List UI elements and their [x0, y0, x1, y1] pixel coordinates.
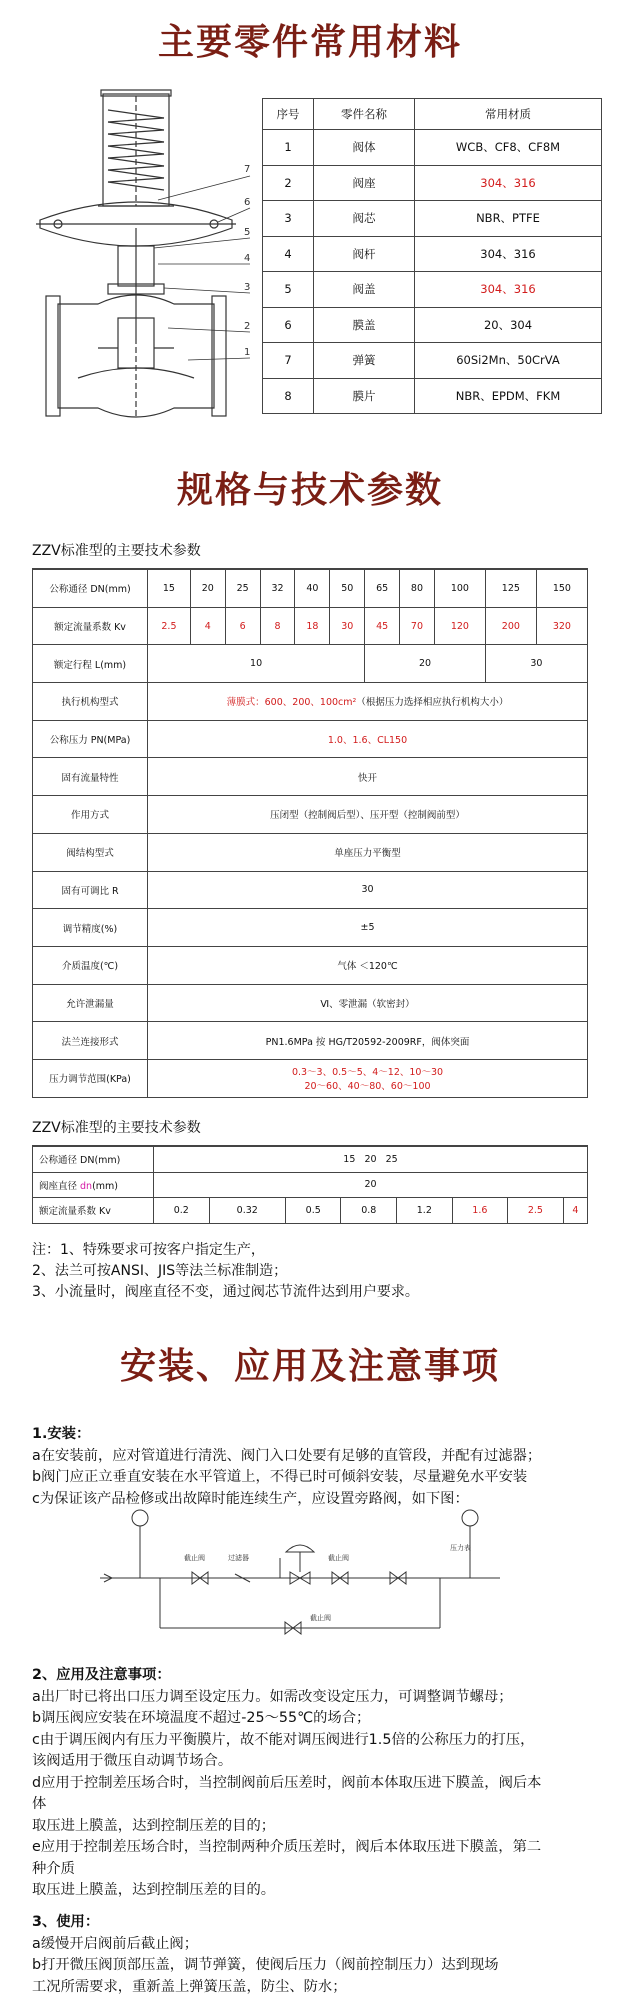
spec-table-1-heading: ZZV标准型的主要技术参数: [32, 543, 201, 559]
kv2-cell: 0.2: [154, 1198, 210, 1224]
install-section-title: 安装、应用及注意事项: [119, 1346, 500, 1387]
dn-cell: 50: [330, 569, 365, 607]
callout-6: 6: [244, 197, 251, 208]
material-material-cell: 20、304: [415, 307, 602, 343]
application-line: 体: [32, 1796, 47, 1812]
material-name-cell: 阀体: [314, 130, 415, 166]
stroke-label: 额定行程 L(mm): [33, 645, 148, 683]
flow-char-row: [33, 758, 588, 796]
material-no-cell: 8: [263, 378, 314, 414]
material-name-cell: 膜片: [314, 378, 415, 414]
accuracy-label: 调节精度(%): [33, 909, 148, 947]
material-material-cell: 304、316: [415, 236, 602, 272]
callout-5: 5: [244, 227, 251, 238]
note-line: 3、小流量时，阀座直径不变，通过阀芯节流件达到用户要求。: [32, 1284, 419, 1300]
application-line: b调压阀应安装在环境温度不超过-25～55℃的场合；: [32, 1710, 371, 1726]
spec-table-2: [32, 1145, 588, 1224]
dn-row: [33, 569, 588, 607]
kv2-cell: 1.6: [452, 1198, 508, 1224]
temp-cell: 气体 ＜120℃: [148, 946, 588, 984]
range-row: [33, 1059, 588, 1097]
note-line: 2、法兰可按ANSI、JIS等法兰标准制造；: [32, 1263, 288, 1279]
kv2-label: 额定流量系数 Kv: [33, 1198, 154, 1224]
application-line: 该阀适用于微压自动调节场合。: [32, 1753, 233, 1769]
callout-2: 2: [244, 321, 251, 332]
seat-label-text: 阀座直径: [39, 1180, 81, 1192]
pn-label: 公称压力 PN(MPa): [33, 720, 148, 758]
material-name-cell: 膜盖: [314, 307, 415, 343]
application-line: d应用于控制差压场合时，当控制阀前后压差时，阀前本体取压进下膜盖，阀后本: [32, 1774, 542, 1791]
dn-cell: 65: [365, 569, 400, 607]
install-line: b阀门应正立垂直安装在水平管道上，不得已时可倾斜安装，尽量避免水平安装: [32, 1469, 528, 1485]
col-header-material: 常用材质: [415, 99, 602, 130]
actuator-label: 执行机构型式: [33, 683, 148, 721]
structure-row: [33, 833, 588, 871]
material-material-cell: WCB、CF8、CF8M: [415, 130, 602, 166]
kv-cell: 45: [365, 607, 400, 645]
material-name-cell: 弹簧: [314, 343, 415, 379]
usage-line: a缓慢开启阀前后截止阀；: [32, 1935, 199, 1952]
materials-section-title: 主要零件常用材料: [157, 22, 462, 63]
col-header-part: 零件名称: [314, 99, 415, 130]
kv-cell: 2.5: [148, 607, 191, 645]
action-row: [33, 796, 588, 834]
seat-row: [33, 1172, 588, 1198]
materials-header-row: [263, 99, 602, 130]
material-material-cell: 304、316: [415, 165, 602, 201]
usage-line: b打开微压阀顶部压盖，调节弹簧，使阀后压力（阀前控制压力）达到现场: [32, 1957, 499, 1973]
install-line: a在安装前，应对管道进行清洗、阀门入口处要有足够的直管段，并配有过滤器；: [32, 1447, 542, 1464]
material-material-cell: NBR、PTFE: [415, 201, 602, 237]
kv-cell: 120: [434, 607, 485, 645]
range-label: 压力调节范围(KPa): [33, 1059, 148, 1097]
accuracy-row: [33, 909, 588, 947]
material-no-cell: 5: [263, 272, 314, 308]
material-no-cell: 6: [263, 307, 314, 343]
flange-row: [33, 1022, 588, 1060]
dn-cell: 40: [295, 569, 330, 607]
ratio-cell: 30: [148, 871, 588, 909]
seat-label: [33, 1172, 154, 1198]
materials-table: [262, 98, 602, 414]
application-line: 种介质: [32, 1860, 75, 1877]
diagram-label-filter: 过滤器: [228, 1554, 249, 1562]
diagram-label-globe-valve-2: 截止阀: [328, 1554, 349, 1562]
actuator-row: [33, 683, 588, 721]
leak-cell: Ⅵ、零泄漏（软密封）: [148, 984, 588, 1022]
install-block: [32, 1424, 592, 1510]
material-no-cell: 4: [263, 236, 314, 272]
material-name-cell: 阀盖: [314, 272, 415, 308]
structure-cell: 单座压力平衡型: [148, 833, 588, 871]
material-no-cell: 7: [263, 343, 314, 379]
kv-row: [33, 607, 588, 645]
dn2-row: [33, 1146, 588, 1172]
material-row: [263, 378, 602, 414]
install-heading: 1.安装：: [32, 1426, 91, 1442]
pn-cell: 1.0、1.6、CL150: [148, 720, 588, 758]
kv-cell: 320: [536, 607, 587, 645]
kv2-cell: 0.8: [341, 1198, 397, 1224]
callout-7: 7: [244, 164, 251, 175]
material-material-cell: 60Si2Mn、50CrVA: [415, 343, 602, 379]
usage-heading: 3、使用：: [32, 1914, 100, 1930]
flange-cell: PN1.6MPa 按 HG/T20592-2009RF，阀体突面: [148, 1022, 588, 1060]
actuator-note: （根据压力选择相应执行机构大小）: [356, 697, 509, 709]
kv-cell: 6: [225, 607, 260, 645]
accuracy-cell: ±5: [148, 909, 588, 947]
ratio-row: [33, 871, 588, 909]
actuator-cell: [148, 683, 588, 721]
material-row: [263, 236, 602, 272]
material-row: [263, 307, 602, 343]
dn-cell: 15: [148, 569, 191, 607]
spec-table-2-heading: ZZV标准型的主要技术参数: [32, 1120, 201, 1136]
dn-cell: 125: [485, 569, 536, 607]
kv-cell: 70: [400, 607, 435, 645]
application-line: c由于调压阀内有压力平衡膜片，故不能对调压阀进行1.5倍的公称压力的打压，: [32, 1731, 535, 1748]
specs-section-title: 规格与技术参数: [176, 470, 443, 511]
dn-label: 公称通径 DN(mm): [33, 569, 148, 607]
material-row: [263, 165, 602, 201]
kv-cell: 30: [330, 607, 365, 645]
kv2-row: [33, 1198, 588, 1224]
application-block: [32, 1665, 592, 1902]
material-row: [263, 272, 602, 308]
dn-cell: 100: [434, 569, 485, 607]
dn2-label: 公称通径 DN(mm): [33, 1146, 154, 1172]
bypass-piping-diagram: [100, 1500, 520, 1650]
leak-row: [33, 984, 588, 1022]
materials-table-body: [263, 130, 602, 414]
kv2-cell: 4: [563, 1198, 587, 1224]
dn-cell: 25: [225, 569, 260, 607]
range-cell: [148, 1059, 588, 1097]
diagram-label-gauge: 压力表: [450, 1544, 471, 1552]
action-label: 作用方式: [33, 796, 148, 834]
application-line: e应用于控制差压场合时，当控制两种介质压差时，阀后本体取压进下膜盖，第二: [32, 1839, 542, 1855]
material-name-cell: 阀芯: [314, 201, 415, 237]
flange-label: 法兰连接形式: [33, 1022, 148, 1060]
material-material-cell: 304、316: [415, 272, 602, 308]
col-header-no: 序号: [263, 99, 314, 130]
install-line: c为保证该产品检修或出故障时能连续生产，应设置旁路阀，如下图：: [32, 1490, 469, 1507]
range-line-2: 20～60、40～80、60～100: [304, 1081, 431, 1093]
dn-cell: 32: [260, 569, 295, 607]
kv2-cell: 0.32: [209, 1198, 285, 1224]
usage-line: 工况所需要求，重新盖上弹簧压盖，防尘、防水；: [32, 1978, 347, 1995]
note-line: 注：1、特殊要求可按客户指定生产，: [32, 1242, 265, 1258]
action-cell: 压闭型（控制阀后型）、压开型（控制阀前型）: [148, 796, 588, 834]
kv2-cell: 1.2: [397, 1198, 453, 1224]
kv2-cell: 2.5: [508, 1198, 564, 1224]
callout-1: 1: [244, 347, 251, 358]
stroke-cell: 10: [148, 645, 365, 683]
leak-label: 允许泄漏量: [33, 984, 148, 1022]
pn-row: [33, 720, 588, 758]
flow-char-label: 固有流量特性: [33, 758, 148, 796]
range-line-1: 0.3～3、0.5～5、4～12、10～30: [291, 1067, 444, 1079]
usage-block: [32, 1912, 592, 1998]
material-no-cell: 1: [263, 130, 314, 166]
application-line: a出厂时已将出口压力调至设定压力。如需改变设定压力，可调整调节螺母；: [32, 1688, 513, 1705]
structure-label: 阀结构型式: [33, 833, 148, 871]
stroke-row: [33, 645, 588, 683]
callout-4: 4: [244, 253, 251, 264]
application-heading: 2、应用及注意事项：: [32, 1667, 171, 1683]
material-row: [263, 343, 602, 379]
kv-label: 额定流量系数 Kv: [33, 607, 148, 645]
seat-cell: 20: [154, 1172, 588, 1198]
kv-cell: 4: [190, 607, 225, 645]
dn-cell: 80: [400, 569, 435, 607]
temp-row: [33, 946, 588, 984]
kv-cell: 18: [295, 607, 330, 645]
material-no-cell: 3: [263, 201, 314, 237]
ratio-label: 固有可调比 R: [33, 871, 148, 909]
spec-table-1: [32, 568, 588, 1098]
material-material-cell: NBR、EPDM、FKM: [415, 378, 602, 414]
flow-char-cell: 快开: [148, 758, 588, 796]
application-line: 取压进上膜盖，达到控制压差的目的；: [32, 1817, 276, 1834]
temp-label: 介质温度(℃): [33, 946, 148, 984]
seat-label-dn: dn: [80, 1180, 93, 1192]
dn-cell: 20: [190, 569, 225, 607]
valve-cross-section-diagram: [18, 88, 258, 430]
actuator-type: 薄膜式：600、200、100cm²: [226, 697, 357, 709]
diagram-label-bypass-valve: 截止阀: [310, 1614, 331, 1622]
material-row: [263, 201, 602, 237]
kv-cell: 8: [260, 607, 295, 645]
dn2-cell: 15 20 25: [154, 1146, 588, 1172]
kv2-cell: 0.5: [285, 1198, 341, 1224]
stroke-cell: 20: [365, 645, 486, 683]
callout-3: 3: [244, 282, 251, 293]
material-name-cell: 阀座: [314, 165, 415, 201]
material-row: [263, 130, 602, 166]
material-no-cell: 2: [263, 165, 314, 201]
notes-block: [32, 1240, 419, 1303]
dn-cell: 150: [536, 569, 587, 607]
application-line: 取压进上膜盖，达到控制压差的目的。: [32, 1882, 276, 1898]
diagram-label-globe-valve-1: 截止阀: [184, 1554, 205, 1562]
kv-cell: 200: [485, 607, 536, 645]
seat-label-unit: (mm): [92, 1180, 119, 1192]
stroke-cell: 30: [485, 645, 587, 683]
material-name-cell: 阀杆: [314, 236, 415, 272]
